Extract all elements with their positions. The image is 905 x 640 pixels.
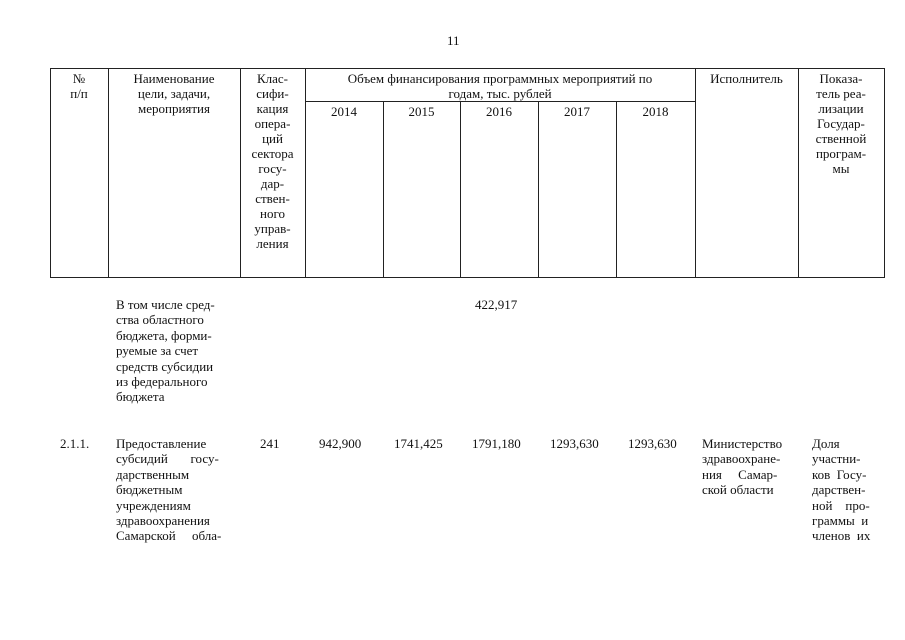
year-row-line <box>305 101 695 102</box>
row-211-value-2014: 942,900 <box>319 436 362 451</box>
row-211-value-2018: 1293,630 <box>628 436 677 451</box>
row-211-value-2017: 1293,630 <box>550 436 599 451</box>
header-classification: Клас- сифи- кация опера- ций сектора госу- дар- ствен- ного управ- ления <box>251 71 294 251</box>
header-year-2016: 2016 <box>486 104 512 119</box>
row-211-class-code: 241 <box>260 436 280 451</box>
header-num: № п/п <box>70 71 88 101</box>
header-name: Наименование цели, задачи, мероприятия <box>133 71 215 116</box>
table-header <box>50 68 885 278</box>
border-bottom <box>50 277 885 278</box>
subtotal-value-2016: 422,917 <box>475 297 518 312</box>
subtotal-name: В том числе сред- ства областного бюджета, форми- руемые за счет средств субсидии из федерального бюджета <box>116 297 215 405</box>
year-sep <box>616 101 617 278</box>
col-sep <box>695 68 696 278</box>
page-number: 11 <box>447 33 460 48</box>
year-sep <box>383 101 384 278</box>
header-year-2018: 2018 <box>642 104 669 119</box>
year-sep <box>538 101 539 278</box>
header-indicator: Показа- тель реа- лизации Государ- ственной програм- мы <box>815 71 867 176</box>
header-year-2014: 2014 <box>331 104 357 119</box>
header-year-2015: 2015 <box>408 104 435 119</box>
header-year-2017: 2017 <box>564 104 590 119</box>
header-executor: Исполнитель <box>710 71 783 86</box>
year-sep <box>460 101 461 278</box>
row-211-value-2016: 1791,180 <box>472 436 521 451</box>
row-211-name: Предоставление субсидий госу- дарственным бюджетным учреждениям здравоохранения Самарской обла- <box>116 436 222 544</box>
row-number: 2.1.1. <box>60 436 90 451</box>
border-right <box>884 68 885 278</box>
row-211-executor: Министерство здравоохране- ния Самар- ской области <box>702 436 783 498</box>
header-funding: Объем финансирования программных мероприятий по годам, тыс. рублей <box>347 71 653 101</box>
border-top <box>50 68 885 69</box>
row-211-value-2015: 1741,425 <box>394 436 443 451</box>
row-211-indicator: Доля участни- ков Госу- дарствен- ной про- граммы и членов их <box>812 436 871 544</box>
